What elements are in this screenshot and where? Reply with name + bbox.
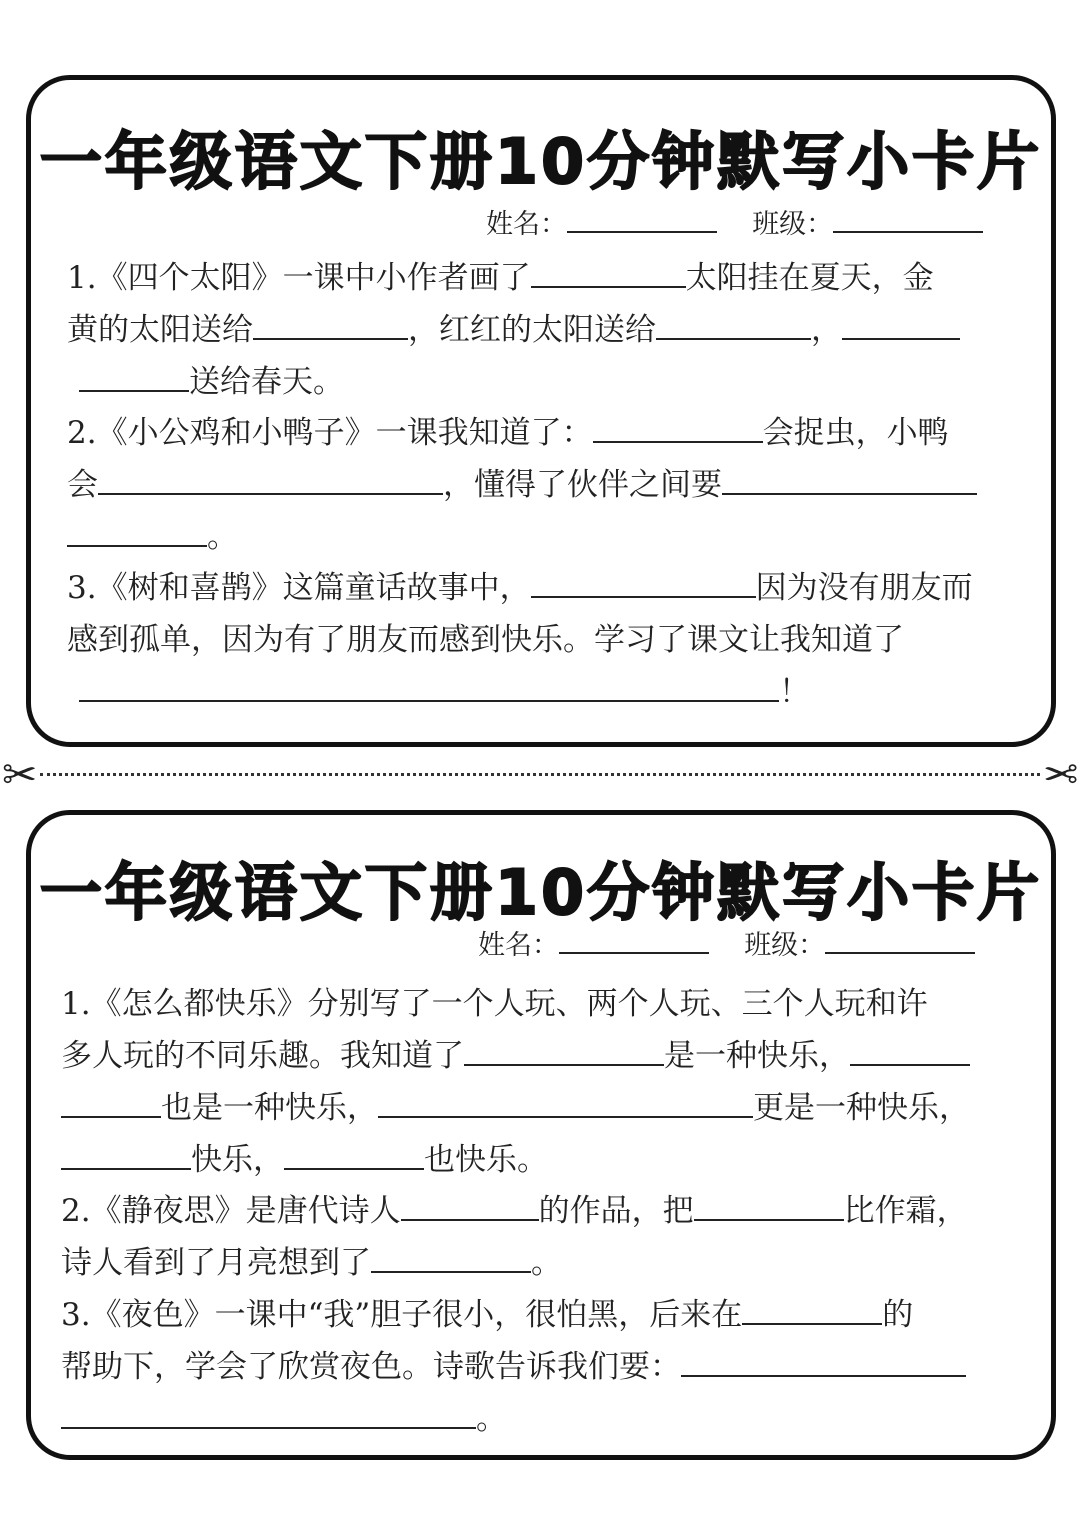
answer-blank[interactable]	[79, 674, 779, 702]
q2-text: 会捉虫，小鸭	[762, 415, 949, 451]
name-label: 姓名：	[478, 930, 559, 961]
q3-text: 的	[882, 1297, 914, 1333]
q1-text: 也快乐。	[424, 1142, 548, 1178]
answer-blank[interactable]	[850, 1038, 970, 1066]
question-2	[61, 1185, 968, 1289]
answer-blank[interactable]	[742, 1297, 882, 1325]
question-3	[61, 1289, 966, 1445]
question-1	[61, 978, 970, 1186]
q3-text: 感到孤单，因为有了朋友而感到快乐。学习了课文让我知道了	[67, 622, 904, 658]
q2-text: 。	[207, 519, 238, 555]
answer-blank[interactable]	[371, 1245, 531, 1273]
answer-blank[interactable]	[79, 364, 189, 392]
question-2	[67, 407, 977, 563]
name-blank[interactable]	[567, 205, 717, 233]
q1-text: 1.《四个太阳》一课中小作者画了	[67, 260, 531, 296]
card-title: 一年级语文下册10分钟默写小卡片	[39, 856, 1043, 929]
answer-blank[interactable]	[531, 260, 686, 288]
scissors-icon: ✂	[1042, 750, 1078, 799]
answer-blank[interactable]	[694, 1193, 844, 1221]
class-label: 班级：	[744, 930, 826, 961]
class-label: 班级：	[752, 209, 834, 240]
answer-blank[interactable]	[61, 1142, 191, 1170]
card-title: 一年级语文下册10分钟默写小卡片	[39, 125, 1043, 198]
answer-blank[interactable]	[98, 467, 443, 495]
dictation-card-2	[26, 810, 1056, 1460]
q3-text: 3.《夜色》一课中“我”胆子很小，很怕黑，后来在	[61, 1297, 743, 1333]
q2-text: 。	[531, 1245, 562, 1281]
answer-blank[interactable]	[464, 1038, 664, 1066]
answer-blank[interactable]	[61, 1090, 161, 1118]
student-info-row	[478, 923, 975, 962]
class-blank[interactable]	[825, 926, 975, 954]
q1-text: 太阳挂在夏天，金	[685, 260, 934, 296]
q1-text: ，红红的太阳送给	[408, 312, 656, 348]
question-1	[67, 252, 960, 408]
student-info-row	[486, 202, 983, 241]
answer-blank[interactable]	[593, 415, 763, 443]
q3-text: 帮助下，学会了欣赏夜色。诗歌告诉我们要：	[61, 1349, 681, 1385]
answer-blank[interactable]	[401, 1193, 539, 1221]
q2-text: 2.《小公鸡和小鸭子》一课我知道了：	[67, 415, 593, 451]
class-blank[interactable]	[833, 205, 983, 233]
answer-blank[interactable]	[67, 519, 207, 547]
question-3	[67, 562, 973, 718]
q1-text: 送给春天。	[189, 364, 344, 400]
answer-blank[interactable]	[378, 1090, 753, 1118]
q3-text: 。	[476, 1401, 507, 1437]
q1-text: 黄的太阳送给	[67, 312, 253, 348]
q3-text: ！	[779, 674, 810, 710]
q3-text: 3.《树和喜鹊》这篇童话故事中，	[67, 570, 531, 606]
q1-text: 快乐，	[191, 1142, 284, 1178]
q1-text: 1.《怎么都快乐》分别写了一个人玩、两个人玩、三个人玩和许	[61, 986, 928, 1022]
scissors-icon: ✂	[2, 750, 38, 799]
q1-text: 是一种快乐，	[664, 1038, 850, 1074]
q3-text: 因为没有朋友而	[755, 570, 973, 606]
q2-text: ，懂得了伙伴之间要	[443, 467, 722, 503]
q2-text: 诗人看到了月亮想到了	[61, 1245, 371, 1281]
name-label: 姓名：	[486, 209, 567, 240]
q2-text: 会	[67, 467, 98, 503]
answer-blank[interactable]	[284, 1142, 424, 1170]
name-blank[interactable]	[559, 926, 709, 954]
cut-line	[40, 773, 1040, 776]
q2-text: 比作霜，	[843, 1193, 968, 1229]
answer-blank[interactable]	[722, 467, 977, 495]
answer-blank[interactable]	[656, 312, 811, 340]
dictation-card-1	[26, 75, 1056, 747]
answer-blank[interactable]	[531, 570, 756, 598]
q1-text: ，	[811, 312, 842, 348]
q1-text: 也是一种快乐，	[161, 1090, 378, 1126]
q1-text: 多人玩的不同乐趣。我知道了	[61, 1038, 464, 1074]
q2-text: 的作品，把	[538, 1193, 694, 1229]
answer-blank[interactable]	[681, 1349, 966, 1377]
q2-text: 2.《静夜思》是唐代诗人	[61, 1193, 401, 1229]
q1-text: 更是一种快乐，	[753, 1090, 970, 1126]
answer-blank[interactable]	[253, 312, 408, 340]
answer-blank[interactable]	[842, 312, 960, 340]
answer-blank[interactable]	[61, 1401, 476, 1429]
